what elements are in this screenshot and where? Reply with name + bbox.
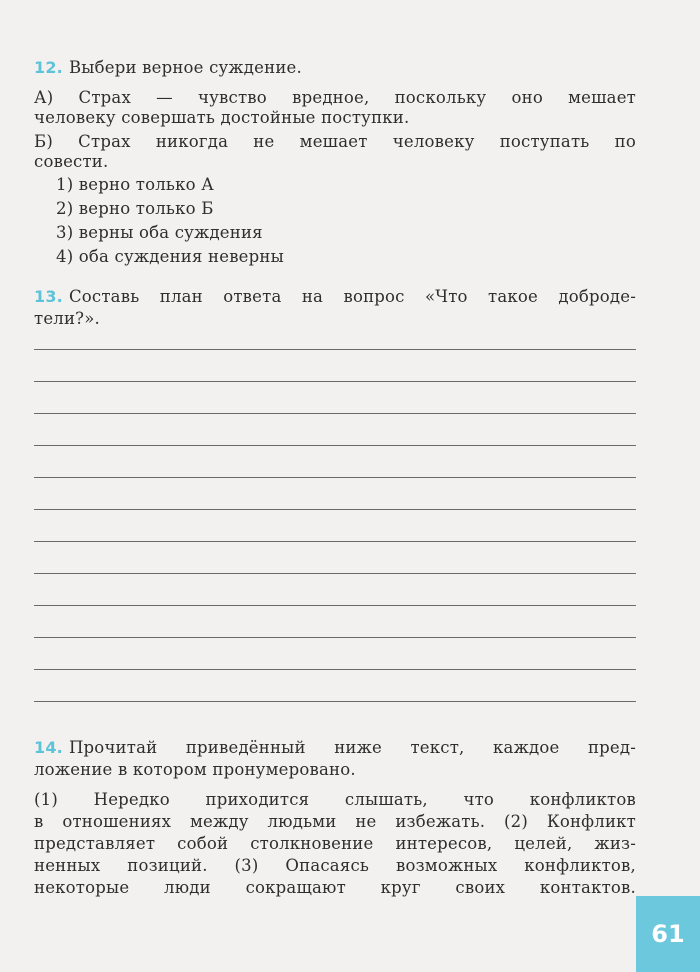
q13-line1-text: Составь план ответа на вопрос «Что такое доброде- [68,287,636,306]
q13-line2: тели?». [34,309,100,328]
page-number-tab [636,896,700,972]
q14-line1-text: Прочитай приведённый ниже текст, каждое пред- [68,738,636,757]
q14-text-line5: некоторые люди сокращают круг своих контактов. [34,878,636,897]
q14-text-line1: (1) Нередко приходится слышать, что конфликтов [34,790,636,809]
q12-option-3: 3) верны оба суждения [56,223,263,242]
answer-line[interactable] [34,701,636,702]
answer-line[interactable] [34,605,636,606]
answer-line[interactable] [34,509,636,510]
answer-line[interactable] [34,669,636,670]
q13-line1 [34,287,636,307]
q14-number: 14. [34,738,63,757]
answer-line[interactable] [34,413,636,414]
answer-line[interactable] [34,445,636,446]
page-number: 61 [651,920,685,948]
answer-line[interactable] [34,637,636,638]
q14-text-line3: представляет собой столкновение интересов, целей, жиз- [34,834,636,853]
q14-line1 [34,738,636,758]
q12-number: 12. [34,58,63,77]
q12-option-4: 4) оба суждения неверны [56,247,284,266]
q13-number: 13. [34,287,63,306]
q14-text-line4: ненных позиций. (3) Опасаясь возможных конфликтов, [34,856,636,875]
answer-line[interactable] [34,381,636,382]
q12-statement-b-line1: Б) Страх никогда не мешает человеку поступать по [34,132,636,151]
q12-title-text: Выбери верное суждение. [68,58,302,77]
answer-line[interactable] [34,349,636,350]
q14-text-line2: в отношениях между людьми не избежать. (2) Конфликт [34,812,636,831]
answer-line[interactable] [34,573,636,574]
q12-statement-a-line2: человеку совершать достойные поступки. [34,108,410,127]
q12-option-2: 2) верно только Б [56,199,214,218]
q12-statement-b-line2: совести. [34,152,109,171]
q12-title [34,58,302,78]
q14-line2: ложение в котором пронумеровано. [34,760,356,779]
q12-option-1: 1) верно только А [56,175,214,194]
q12-statement-a-line1: А) Страх — чувство вредное, поскольку оно мешает [34,88,636,107]
answer-line[interactable] [34,541,636,542]
answer-line[interactable] [34,477,636,478]
